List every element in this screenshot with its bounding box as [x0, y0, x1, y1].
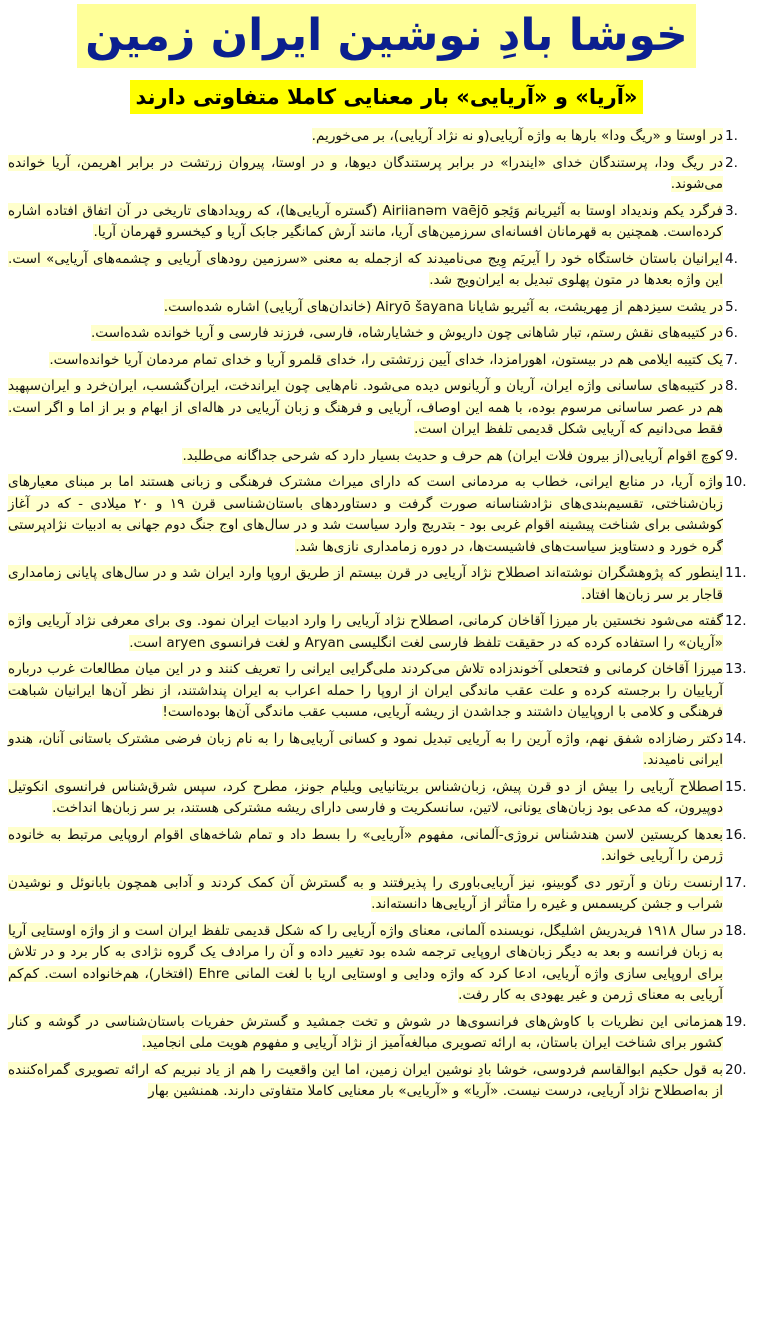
item-text: واژه آریا، در منابع ایرانی، خطاب به مردمانی است که دارای میراث مشترک فرهنگی و زبانی هستند اما بر مبنای معیارهای زبان‌شناختی، تقسیم‌بندی‌های نژادشناسانه صورت گرفت و دستاوردهای باستان‌شناسی قرن ۱۹ و ۲۰ میلادی - که در آغاز کوششی برای شناخت پیشینه اقوام غربی بود - بتدریج وارد سیاست شد و در سال‌های اوج جنگ دوم جهانی به ادبیات نژادپرستی گره خورد و دستاویز سیاست‌های فاشیست‌ها، در دوره زمامداری نازی‌ها شد.	[8, 474, 723, 555]
item-number: 18.	[725, 922, 747, 939]
list-item	[8, 472, 753, 558]
item-number: 4.	[725, 250, 738, 267]
item-text: کوچ اقوام آریایی(از بیرون فلات ایران) هم حرف و حدیث بسیار دارد که شرحی جداگانه می‌طلبد.	[182, 447, 723, 464]
list-item	[8, 323, 753, 345]
item-number: 2.	[725, 154, 738, 171]
item-number: 5.	[725, 298, 738, 315]
page-subtitle: «آریا» و «آریایی» بار معنایی کاملا متفاوتی دارند	[130, 80, 644, 114]
list-item	[8, 611, 753, 654]
list-item	[8, 563, 753, 606]
list-item	[8, 659, 753, 724]
item-text: اصطلاح آریایی را بیش از دو قرن پیش، زبان‌شناس بریتانیایی ویلیام جونز، مطرح کرد، سپس شرق‌شناس فرانسوی انکوتیل دوپیرون، که مدعی بود زبان‌های یونانی، لاتین، سانسکریت و فارسی دارای ریشه مشترکی هستند، بر سر زبان‌ها انداخت.	[8, 778, 723, 816]
list-item	[8, 1012, 753, 1055]
item-number: 19.	[725, 1013, 747, 1030]
title-wrapper	[0, 4, 773, 68]
item-number: 14.	[725, 730, 747, 747]
item-text: بعدها کریستین لاسن هندشناس نروژی-آلمانی، مفهوم «آریایی» را بسط داد و تمام شاخه‌های اقوام اروپایی مرتبط به خانوده ژرمن را آریایی خواند.	[8, 826, 723, 864]
item-number: 9.	[725, 447, 738, 464]
page-title: خوشا بادِ نوشین ایران زمین	[77, 4, 696, 68]
item-number: 6.	[725, 325, 738, 341]
list-item	[8, 297, 753, 319]
list-item	[8, 873, 753, 916]
item-number: 16.	[725, 826, 747, 843]
item-text: همزمانی این نظریات با کاوش‌های فرانسوی‌ها در شوش و تخت جمشید و گسترش حفریات باستان‌شناسی در گوشه و کنار کشور برای شناخت ایران باستان، به ارائه تصویری مبالغه‌آمیز از نژاد آریایی و مفهوم هویت ملی انجامید.	[8, 1013, 723, 1051]
item-number: 1.	[725, 128, 738, 144]
list-item	[8, 376, 753, 441]
item-text: یک کتیبه ایلامی هم در بیستون، اهورامزدا، خدای آیین زرتشتی را، خدای قلمرو آریا و خدای تمام مردمان آریا خوانده‌است.	[49, 351, 723, 368]
list-item	[8, 126, 753, 148]
item-text: در کتیبه‌های نقش رستم، تبار شاهانی چون داریوش و خشایارشاه، فارسی، فرزند فارسی و آریا خوانده شده‌است.	[90, 325, 723, 341]
item-number: 7.	[725, 351, 738, 368]
list-item	[8, 825, 753, 868]
item-text: در یشت سیزدهم از مِهریشت، به آئیریو شایانا Airyō šayana (خاندان‌های آریایی) اشاره شده‌است.	[163, 298, 723, 315]
item-number: 10.	[725, 474, 747, 490]
item-text: ارنست رنان و آرتور دی گوبینو، نیز آریایی‌باوری را پذیرفتند و به گسترش آن کمک کردند و آدابی همچون بابانوئل و نوشیدن شراب و جشن کریسمس و غیره را متأثر از آریایی‌ها دانسته‌اند.	[8, 874, 723, 912]
item-text: فرگرد یکم وندیداد اوستا به آئیریانم وَئِجو Airiianəm vaējō (گستره آریایی‌ها)، که رویدادهای تاریخی در آن اتفاق افتاده اشاره کرده‌است. همچنین به قهرمانان افسانه‌ای سرزمین‌های آریا، مانند آرش کمانگیر جابک آریا و کیخسرو قهرمان آریا.	[8, 202, 723, 240]
item-number: 13.	[725, 661, 747, 677]
item-text: میرزا آقاخان کرمانی و فتحعلی آخوندزاده تلاش می‌کردند ملی‌گرایی ایرانی را تعریف کنند و در این میان مطالعات غرب درباره آریاییان را برجسته کرده و علت عقب ماندگی ایران از اروپا را حمله اعراب به ایران پنداشتند، از نظر آن‌ها ایرانیان شباهت فرهنگی و کلامی با اروپاییان داشتند و جداشدن از ریشه آریایی، مسبب عقب ماندگی آن‌ها بوده‌است!	[8, 661, 723, 720]
list-item	[8, 446, 753, 468]
item-number: 12.	[725, 613, 747, 629]
item-number: 15.	[725, 778, 747, 795]
item-text: گفته می‌شود نخستین بار میرزا آقاخان کرمانی، اصطلاح نژاد آریایی را وارد ادبیات ایران نمود. وی برای معرفی نژاد آریایی واژه «آریان» را استفاده کرده که در حقیقت تلفظ فارسی لغت انگلیسی Aryan و لغت فرانسوی aryen است.	[8, 613, 723, 651]
item-number: 3.	[725, 202, 738, 219]
item-text: در ریگ ودا، پرستندگان خدای «ایندرا» در برابر پرستندگان دیوها، و در اوستا، پیروان زرتشت در برابر اهریمن، آریا خوانده می‌شوند.	[8, 154, 723, 192]
list-item	[8, 1060, 753, 1103]
item-text: اینطور که پژوهشگران نوشته‌اند اصطلاح نژاد آریایی در قرن بیستم از طریق اروپا وارد ایران شد و در سال‌های پایانی زمامداری قاجار بر سر زبان‌ها افتاد.	[8, 565, 723, 603]
list-item	[8, 777, 753, 820]
item-number: 11.	[725, 565, 747, 581]
list-item	[8, 201, 753, 244]
subtitle-wrapper	[0, 80, 773, 114]
list-item	[8, 921, 753, 1007]
item-number: 20.	[725, 1061, 747, 1078]
item-text: به قول حکیم ابوالقاسم فردوسی، خوشا بادِ نوشین ایران زمین، اما این واقعیت را هم از یاد نبریم که ارائه تصویری گمراه‌کننده از به‌اصطلاح نژاد آریایی، درست نیست. «آریا» و «آریایی» بار معنایی کاملا متفاوتی دارند. همنشین بهار	[8, 1061, 723, 1099]
list-item	[8, 350, 753, 372]
list-item	[8, 153, 753, 196]
item-text: در سال ۱۹۱۸ فریدریش اشلیگل، نویسنده آلمانی، معنای واژه آریایی را که شکل قدیمی تلفظ ایران است و از واژه اوستایی آریا به زبان فرانسه و بعد به دیگر زبان‌های اروپایی ترجمه شده بود تغییر داده و آن را مرادف یک گروه نژادی به کار برد و در تلاش برای اروپایی سازی واژه آریایی، ادعا کرد که واژه ودایی و اوستایی اریا با لغت المانی Ehre (افتخار)، هم‌خانواده است. کم‌کم آریایی به معنای ژرمن و غیر یهودی به کار رفت.	[8, 922, 723, 1003]
item-text: در کتیبه‌های ساسانی واژه ایران، آریان و آریانوس دیده می‌شود. نام‌هایی چون ایراندخت، ایران‌گشسب، ایران‌خرد و ایران‌سپهبد هم در عصر ساسانی مرسوم بوده، با همه این اوصاف، آریایی و فرهنگ و زبان آریایی در هاله‌ای از ابهام و بر از اما و اگر است. فقط می‌دانیم که آریایی شکل قدیمی تلفظ ایران است.	[8, 378, 723, 437]
item-number: 8.	[725, 378, 738, 394]
item-text: دکتر رضازاده شفق نهم، واژه آرین را به آریایی تبدیل نمود و کسانی آریایی‌ها را به نام زبان فرضی مشترک باستانی آنان، هندو ایرانی نامیدند.	[8, 730, 723, 768]
item-number: 17.	[725, 874, 747, 891]
item-text: در اوستا و «ریگ ودا» بارها به واژه آریایی(و نه نژاد آریایی)، بر می‌خوریم.	[311, 128, 723, 144]
item-text: ایرانیان باستان خاستگاه خود را آیریَم وِیج می‌نامیدند که ازجمله به معنی «سرزمین رودهای آریایی و چشمه‌های آریایی» است. این واژه بعدها در متون پهلوی تبدیل به ایران‌ویج شد.	[8, 250, 723, 288]
list-item	[8, 249, 753, 292]
numbered-list	[8, 126, 753, 1108]
list-item	[8, 729, 753, 772]
